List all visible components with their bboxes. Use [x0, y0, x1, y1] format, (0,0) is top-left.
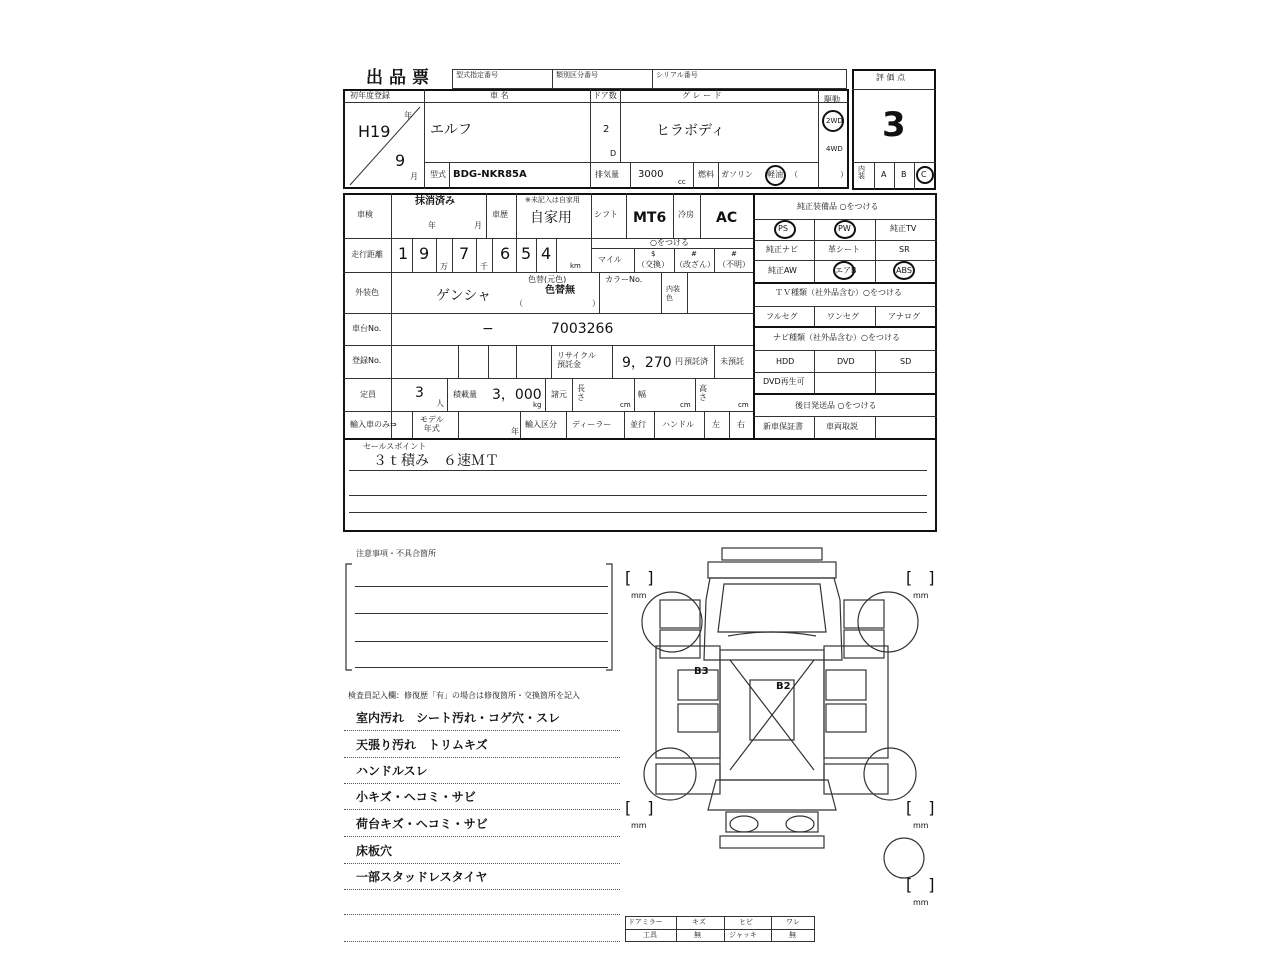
- legend-h2: キズ: [692, 918, 706, 926]
- model-label: 型式: [430, 170, 446, 179]
- tread-spare: [ ]: [906, 875, 935, 894]
- inspector-line-5: 荷台キズ・ヘコミ・サビ: [356, 817, 488, 831]
- later-title: 後日発送品 ○をつける: [795, 401, 877, 410]
- tread-front-right: [ ]: [906, 568, 935, 587]
- legend-r2: 無: [694, 931, 701, 939]
- recycle-label: リサイクル 預託金: [557, 351, 596, 369]
- inspector-line-7: 一部スタッドレスタイヤ: [356, 870, 488, 884]
- color-paren-close: ）: [592, 299, 600, 308]
- drive-2wd-circle: [822, 110, 844, 132]
- handle-left: 左: [712, 420, 720, 429]
- equip-airbag-circle: [833, 261, 855, 280]
- legend-r1: 工具: [643, 931, 657, 939]
- type-cert-label: 型式指定番号: [456, 71, 498, 79]
- equip-aw: 純正AW: [768, 266, 797, 275]
- notes-label: 注意事項・不具合箇所: [356, 549, 436, 558]
- color-change-value: 色替無: [545, 285, 575, 296]
- displacement-label: 排気量: [595, 170, 619, 179]
- unknown-label: （不明）: [718, 260, 750, 269]
- drive-2wd: 2WD: [826, 117, 843, 125]
- legend-h4: ワレ: [786, 918, 800, 926]
- capacity-label: 定員: [360, 390, 376, 399]
- inspector-line-4: 小キズ・ヘコミ・サビ: [356, 790, 476, 804]
- shift-value: MT6: [633, 210, 667, 226]
- sales-text: ３ｔ積み ６速ＭＴ: [373, 453, 499, 469]
- inspection-label: 車検: [357, 210, 373, 219]
- mileage-digit-5: 5: [521, 244, 532, 263]
- navi-title: ナビ種類（社外品含む）○をつける: [773, 333, 900, 342]
- inspector-line-2: 天張り汚れ トリムキズ: [356, 738, 488, 752]
- handle-label: ハンドル: [662, 420, 694, 429]
- fuel-diesel: 軽油: [767, 170, 783, 179]
- mileage-digit-6: 4: [541, 244, 552, 263]
- shift-label: シフト: [594, 210, 618, 219]
- interior-b: B: [901, 170, 907, 179]
- recycle-not: 未預託: [720, 357, 744, 366]
- tread-rear-right-mm: mm: [913, 821, 929, 830]
- fuel-diesel-circle: [765, 165, 786, 186]
- tread-rear-right: [ ]: [906, 798, 935, 817]
- category-label: 類別区分番号: [556, 71, 598, 79]
- recycle-unit: 円: [675, 357, 683, 366]
- equip-abs-circle: [893, 261, 915, 280]
- doors-label: ドア数: [593, 91, 617, 100]
- model-year-unit: 年: [511, 427, 519, 436]
- legend-r3: ジャッキ: [729, 931, 757, 939]
- equip-leather: 革シート: [828, 245, 860, 254]
- score-value: 3: [882, 105, 906, 145]
- tread-spare-mm: mm: [913, 898, 929, 907]
- header-id-row: [452, 69, 847, 89]
- equip-pw-circle: [834, 220, 856, 239]
- displacement-value: 3000: [638, 169, 664, 180]
- mileage-digit-2: 9: [419, 244, 430, 263]
- legend-r4: 無: [789, 931, 796, 939]
- sales-label: セールスポイント: [363, 442, 427, 451]
- dvd-playback: DVD再生可: [763, 377, 805, 386]
- recycle-done: 預託済: [684, 357, 708, 366]
- tv-fullseg: フルセグ: [766, 312, 798, 321]
- import-dealer: ディーラー: [572, 420, 612, 429]
- mileage-label: 走行距離: [351, 250, 383, 259]
- unknown-sym: #: [731, 250, 737, 258]
- page-title: 出品票: [366, 68, 435, 88]
- width-label: 幅: [638, 390, 646, 399]
- length-label: 長 さ: [577, 384, 585, 402]
- equip-ps: PS: [778, 224, 788, 233]
- damage-mark-b2: B2: [776, 681, 791, 692]
- handle-right: 右: [737, 420, 745, 429]
- load-value: 3，000: [492, 387, 542, 403]
- history-value: 自家用: [530, 210, 572, 226]
- legend-h1: ドアミラー: [628, 918, 663, 926]
- displacement-unit: cc: [678, 178, 686, 186]
- equip-pw: PW: [838, 224, 851, 233]
- serial-label: シリアル番号: [656, 71, 698, 79]
- doors-unit: D: [610, 149, 617, 158]
- tv-analog: アナログ: [888, 312, 920, 321]
- mileage-digit-1: 1: [398, 244, 409, 263]
- color-paren-open: （: [515, 299, 523, 308]
- drive-4wd: 4WD: [826, 145, 843, 153]
- color-no-label: カラーNo.: [605, 275, 643, 284]
- first-reg-label: 初年度登録: [350, 91, 390, 100]
- import-parallel: 並行: [630, 420, 646, 429]
- regno-label: 登録No.: [352, 356, 382, 365]
- later-warranty: 新車保証書: [763, 422, 803, 431]
- fuel-other-close: ）: [840, 170, 848, 179]
- reg-year: H19: [358, 122, 391, 141]
- history-note: ※未記入は自家用: [525, 196, 580, 204]
- equip-airbag: エアB: [835, 266, 857, 275]
- doors-value: 2: [603, 124, 610, 135]
- tread-front-right-mm: mm: [913, 591, 929, 600]
- grade-value: ヒラボディ: [656, 123, 725, 139]
- tv-oneseg: ワンセグ: [827, 312, 859, 321]
- ac-value: AC: [716, 210, 738, 226]
- fuel-label: 燃料: [698, 170, 714, 179]
- capacity-value: 3: [415, 385, 424, 401]
- chassis-value: 7003266: [551, 321, 614, 337]
- capacity-unit: 人: [436, 399, 444, 408]
- equip-abs: ABS: [896, 266, 912, 275]
- inspector-line-3: ハンドルスレ: [356, 764, 428, 778]
- color-label: 外装色: [355, 288, 379, 297]
- equipment-title: 純正装備品 ○をつける: [797, 202, 879, 211]
- tread-front-left: [ ]: [625, 568, 654, 587]
- notes-bracket: [344, 556, 624, 676]
- fuel-gasoline: ガソリン: [721, 170, 753, 179]
- reg-month: 9: [395, 151, 406, 170]
- inspector-line-6: 床板穴: [356, 844, 393, 858]
- length-unit: cm: [620, 401, 631, 409]
- dims-label: 諸元: [551, 390, 567, 399]
- inspection-value: 抹消済み: [415, 196, 455, 207]
- import-label: 輸入車のみ⇒: [350, 420, 397, 429]
- ac-label: 冷房: [678, 210, 694, 219]
- fuel-other-open: （: [790, 170, 798, 179]
- mileage-digit-3: 7: [459, 244, 470, 263]
- inspector-label: 検査員記入欄：修復歴「有」の場合は修復箇所・交換箇所を記入: [348, 691, 580, 700]
- exchange-label: （交換）: [637, 260, 669, 269]
- grade-label: グ レ ー ド: [682, 91, 722, 100]
- drive-label: 駆動: [824, 95, 840, 104]
- navi-sd: SD: [900, 357, 912, 366]
- load-unit: kg: [533, 401, 542, 409]
- int-color-label: 内装 色: [666, 285, 680, 302]
- tv-title: ＴＶ種類（社外品含む）○をつける: [775, 288, 902, 297]
- recycle-value: 9，270: [622, 355, 672, 371]
- height-label: 高 さ: [699, 384, 707, 402]
- width-unit: cm: [680, 401, 691, 409]
- month-label: 月: [410, 172, 418, 181]
- man-unit: 万: [440, 262, 448, 271]
- navi-dvd: DVD: [837, 357, 855, 366]
- km-unit: km: [570, 262, 581, 270]
- interior-c-circle: [916, 166, 934, 184]
- equip-tv: 純正TV: [890, 224, 917, 233]
- name-value: エルフ: [430, 122, 472, 138]
- color-value: ゲンシャ: [436, 288, 492, 304]
- tampered-label: （改ざん）: [675, 260, 715, 269]
- mile-label: マイル: [598, 255, 622, 264]
- mileage-digit-4: 6: [500, 244, 511, 263]
- tampered-sym: #: [691, 250, 697, 258]
- year-label: 年: [404, 111, 412, 120]
- equip-navi: 純正ナビ: [766, 245, 798, 254]
- score-label: 評 価 点: [876, 73, 906, 82]
- model-year-label: モデル 年式: [420, 415, 444, 433]
- mileage-mark-label: ○をつける: [650, 238, 689, 247]
- interior-c: C: [921, 170, 927, 179]
- equip-sr: SR: [899, 245, 910, 254]
- load-label: 積載量: [453, 390, 477, 399]
- inspection-month-label: 月: [474, 221, 482, 230]
- interior-a: A: [881, 170, 887, 179]
- tread-rear-left: [ ]: [625, 798, 654, 817]
- history-label: 車歴: [492, 210, 508, 219]
- height-unit: cm: [738, 401, 749, 409]
- color-change-label: 色替(元色): [528, 275, 567, 284]
- equip-ps-circle: [774, 220, 796, 239]
- model-value: BDG-NKR85A: [453, 169, 527, 180]
- chassis-label: 車台No.: [352, 324, 382, 333]
- damage-mark-b3: B3: [694, 666, 709, 677]
- navi-hdd: HDD: [776, 357, 795, 366]
- interior-label: 内装: [858, 165, 865, 180]
- inspection-year-label: 年: [428, 221, 436, 230]
- truck-diagram: [620, 540, 940, 910]
- chassis-dash: −: [482, 321, 494, 337]
- legend-h3: ヒビ: [739, 918, 753, 926]
- sen-unit: 千: [480, 262, 488, 271]
- later-manual: 車両取説: [826, 422, 858, 431]
- name-label: 車 名: [490, 91, 509, 100]
- inspector-line-1: 室内汚れ シート汚れ・コゲ穴・スレ: [356, 711, 561, 725]
- exchange-sym: $: [651, 250, 656, 258]
- tread-front-left-mm: mm: [631, 591, 647, 600]
- import-class-label: 輸入区分: [525, 420, 557, 429]
- tread-rear-left-mm: mm: [631, 821, 647, 830]
